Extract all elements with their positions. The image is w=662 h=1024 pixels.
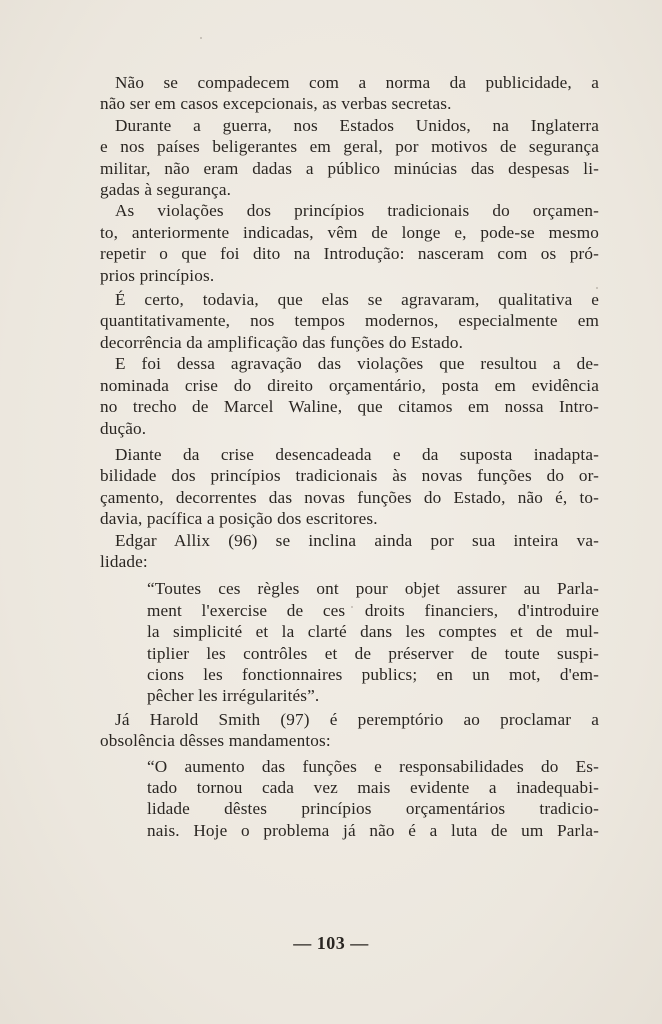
text-line: Durante a guerra, nos Estados Unidos, na Inglaterra <box>115 115 599 135</box>
paragraph <box>100 289 599 353</box>
page-speck <box>200 37 202 39</box>
text-line: quantitativamente, nos tempos modernos, especialmente em <box>100 311 599 331</box>
text-line: nominada crise do direito orçamentário, posta em evidência <box>100 375 599 395</box>
text-line: Diante da crise desencadeada e da suposta inadapta- <box>115 444 599 464</box>
text-line: bilidade dos princípios tradicionais às novas funções do or- <box>100 466 599 486</box>
paragraph <box>100 709 599 752</box>
page-number: — 103 — <box>293 933 369 953</box>
quote-line: la simplicité et la clarté dans les comptes et de mul- <box>147 622 599 642</box>
text-line: Não se compadecem com a norma da publicidade, a <box>115 73 599 92</box>
paragraph <box>100 444 599 530</box>
text-line: lidade: <box>100 551 148 571</box>
paragraph <box>100 353 599 439</box>
text-line: prios princípios. <box>100 265 215 285</box>
quote-line: “O aumento das funções e responsabilidades do Es- <box>147 756 599 776</box>
text-line: e nos países beligerantes em geral, por motivos de segurança <box>100 137 599 157</box>
text-line: É certo, todavia, que elas se agravaram, qualitativa e <box>115 290 599 310</box>
quote-line: ment l'exercise de ces droits financiers, d'introduire <box>147 600 599 620</box>
text-line: decorrência da amplificação das funções do Estado. <box>100 332 464 352</box>
paragraph <box>100 530 599 573</box>
text-line: no trecho de Marcel Waline, que citamos em nossa Intro- <box>100 397 599 417</box>
text-line: As violações dos princípios tradicionais do orçamen- <box>115 201 599 221</box>
body-text <box>100 72 599 841</box>
text-line: dução. <box>100 418 147 438</box>
quote-line: cions les fonctionnaires publics; en un mot, d'em- <box>147 664 599 684</box>
text-line: militar, não eram dadas a público minúcias das despesas li- <box>100 158 599 178</box>
quote-line: nais. Hoje o problema já não é a luta de um Parla- <box>147 820 599 840</box>
text-line: gadas à segurança. <box>100 180 232 200</box>
paragraph <box>100 72 599 115</box>
text-line: não ser em casos excepcionais, as verbas secretas. <box>100 94 452 114</box>
text-line: to, anteriormente indicadas, vêm de longe e, pode-se mesmo <box>100 222 599 242</box>
text-line: çamento, decorrentes das novas funções do Estado, não é, to- <box>100 487 599 507</box>
quote-line: tiplier les contrôles et de préserver de toute suspi- <box>147 643 599 663</box>
text-line: E foi dessa agravação das violações que resultou a de- <box>115 354 599 374</box>
block-quote <box>147 578 599 706</box>
text-line: davia, pacífica a posição dos escritores. <box>100 509 378 529</box>
quote-line: lidade dêstes princípios orçamentários tradicio- <box>147 799 599 819</box>
text-line: Já Harold Smith (97) é peremptório ao proclamar a <box>115 709 599 729</box>
paragraph <box>100 115 599 201</box>
text-line: Edgar Allix (96) se inclina ainda por sua inteira va- <box>115 530 599 550</box>
quote-line: pêcher les irrégularités”. <box>147 686 320 706</box>
text-line: obsolência dêsses mandamentos: <box>100 731 331 751</box>
paragraph <box>100 200 599 286</box>
text-line: repetir o que foi dito na Introdução: nasceram com os pró- <box>100 244 599 264</box>
block-quote <box>147 756 599 842</box>
quote-line: tado tornou cada vez mais evidente a inadequabi- <box>147 778 599 797</box>
quote-line: “Toutes ces règles ont pour objet assurer au Parla- <box>147 579 599 599</box>
